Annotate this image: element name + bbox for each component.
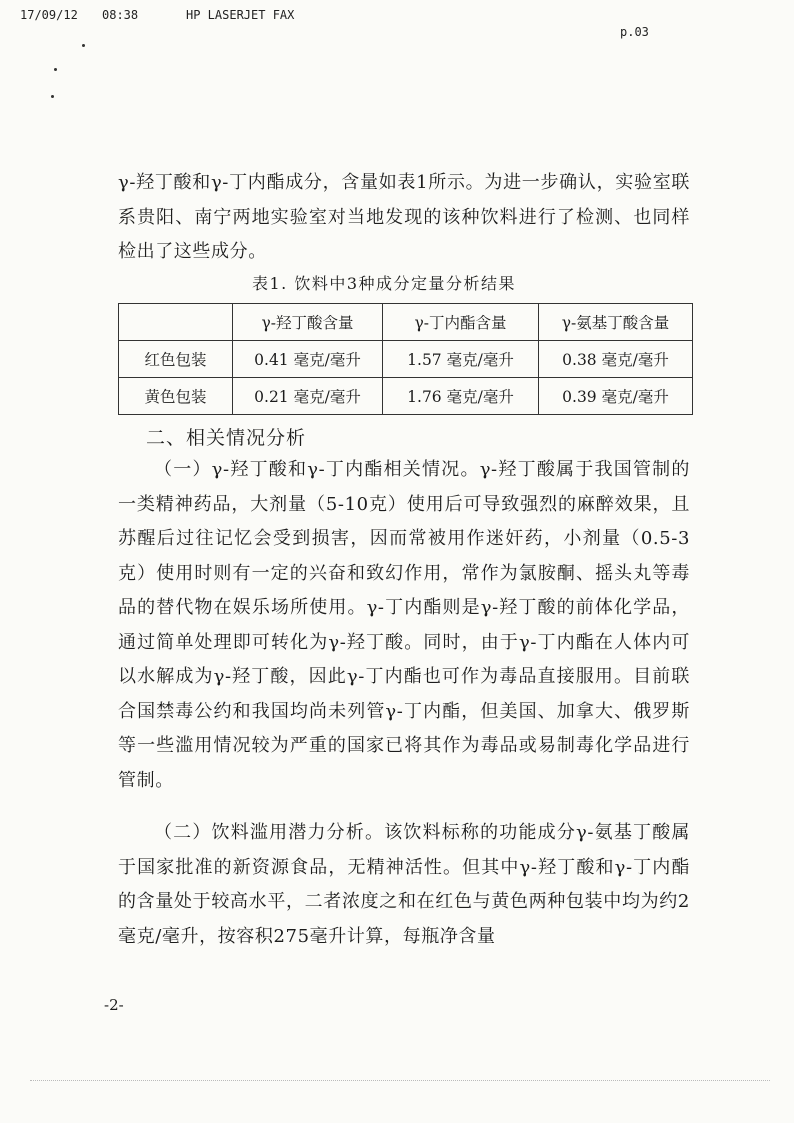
table-row (119, 378, 693, 415)
paragraph-intro: γ-羟丁酸和γ-丁内酯成分，含量如表1所示。为进一步确认，实验室联系贵阳、南宁两地实验室对当地发现的该种饮料进行了检测、也同样检出了这些成分。 (118, 172, 690, 262)
scan-speck (51, 95, 54, 98)
cell-ghb: 0.21 毫克/毫升 (233, 378, 383, 415)
scan-edge-line (30, 1080, 770, 1081)
table-caption: 表1. 饮料中3种成分定量分析结果 (252, 274, 517, 293)
table-header-ghb: γ-羟丁酸含量 (233, 304, 383, 341)
fax-time: 08:38 (102, 8, 139, 22)
cell-ghb: 0.41 毫克/毫升 (233, 341, 383, 378)
cell-gaba: 0.39 毫克/毫升 (539, 378, 693, 415)
table-header-cell-empty (119, 304, 233, 341)
page-number: -2- (104, 996, 124, 1014)
cell-gbl: 1.76 毫克/毫升 (383, 378, 539, 415)
fax-header (0, 0, 794, 40)
row-label: 黄色包装 (119, 378, 233, 415)
row-label: 红色包装 (119, 341, 233, 378)
fax-page-number: p.03 (620, 25, 649, 39)
table-header-gbl: γ-丁内酯含量 (383, 304, 539, 341)
cell-gbl: 1.57 毫克/毫升 (383, 341, 539, 378)
fax-date: 17/09/12 (20, 8, 78, 22)
cell-gaba: 0.38 毫克/毫升 (539, 341, 693, 378)
paragraph-abuse-potential: （二）饮料滥用潜力分析。该饮料标称的功能成分γ-氨基丁酸属于国家批准的新资源食品，无精神活性。但其中γ-羟丁酸和γ-丁内酯的含量处于较高水平，二者浓度之和在红色与黄色两种包装中均为约2毫克/毫升，按容积275毫升计算，每瓶净含量 (118, 822, 690, 947)
scan-speck (82, 44, 85, 47)
paragraph-ghb-gbl: （一）γ-羟丁酸和γ-丁内酯相关情况。γ-羟丁酸属于我国管制的一类精神药品，大剂量（5-10克）使用后可导致强烈的麻醉效果，且苏醒后过往记忆会受到损害，因而常被用作迷奸药，小剂量（0.5-3克）使用时则有一定的兴奋和致幻作用，常作为氯胺酮、摇头丸等毒品的替代物在娱乐场所使用。γ-丁内酯则是γ-羟丁酸的前体化学品，通过简单处理即可转化为γ-羟丁酸。同时，由于γ-丁内酯在人体内可以水解成为γ-羟丁酸，因此γ-丁内酯也可作为毒品直接服用。目前联合国禁毒公约和我国均尚未列管γ-丁内酯，但美国、加拿大、俄罗斯等一些滥用情况较为严重的国家已将其作为毒品或易制毒化学品进行管制。 (118, 459, 690, 791)
scan-speck (54, 68, 57, 71)
table-header-gaba: γ-氨基丁酸含量 (539, 304, 693, 341)
fax-machine-name: HP LASERJET FAX (186, 8, 295, 22)
table-header-row (119, 304, 693, 341)
results-table (118, 303, 693, 415)
table-row (119, 341, 693, 378)
section-heading: 二、相关情况分析 (146, 427, 307, 449)
